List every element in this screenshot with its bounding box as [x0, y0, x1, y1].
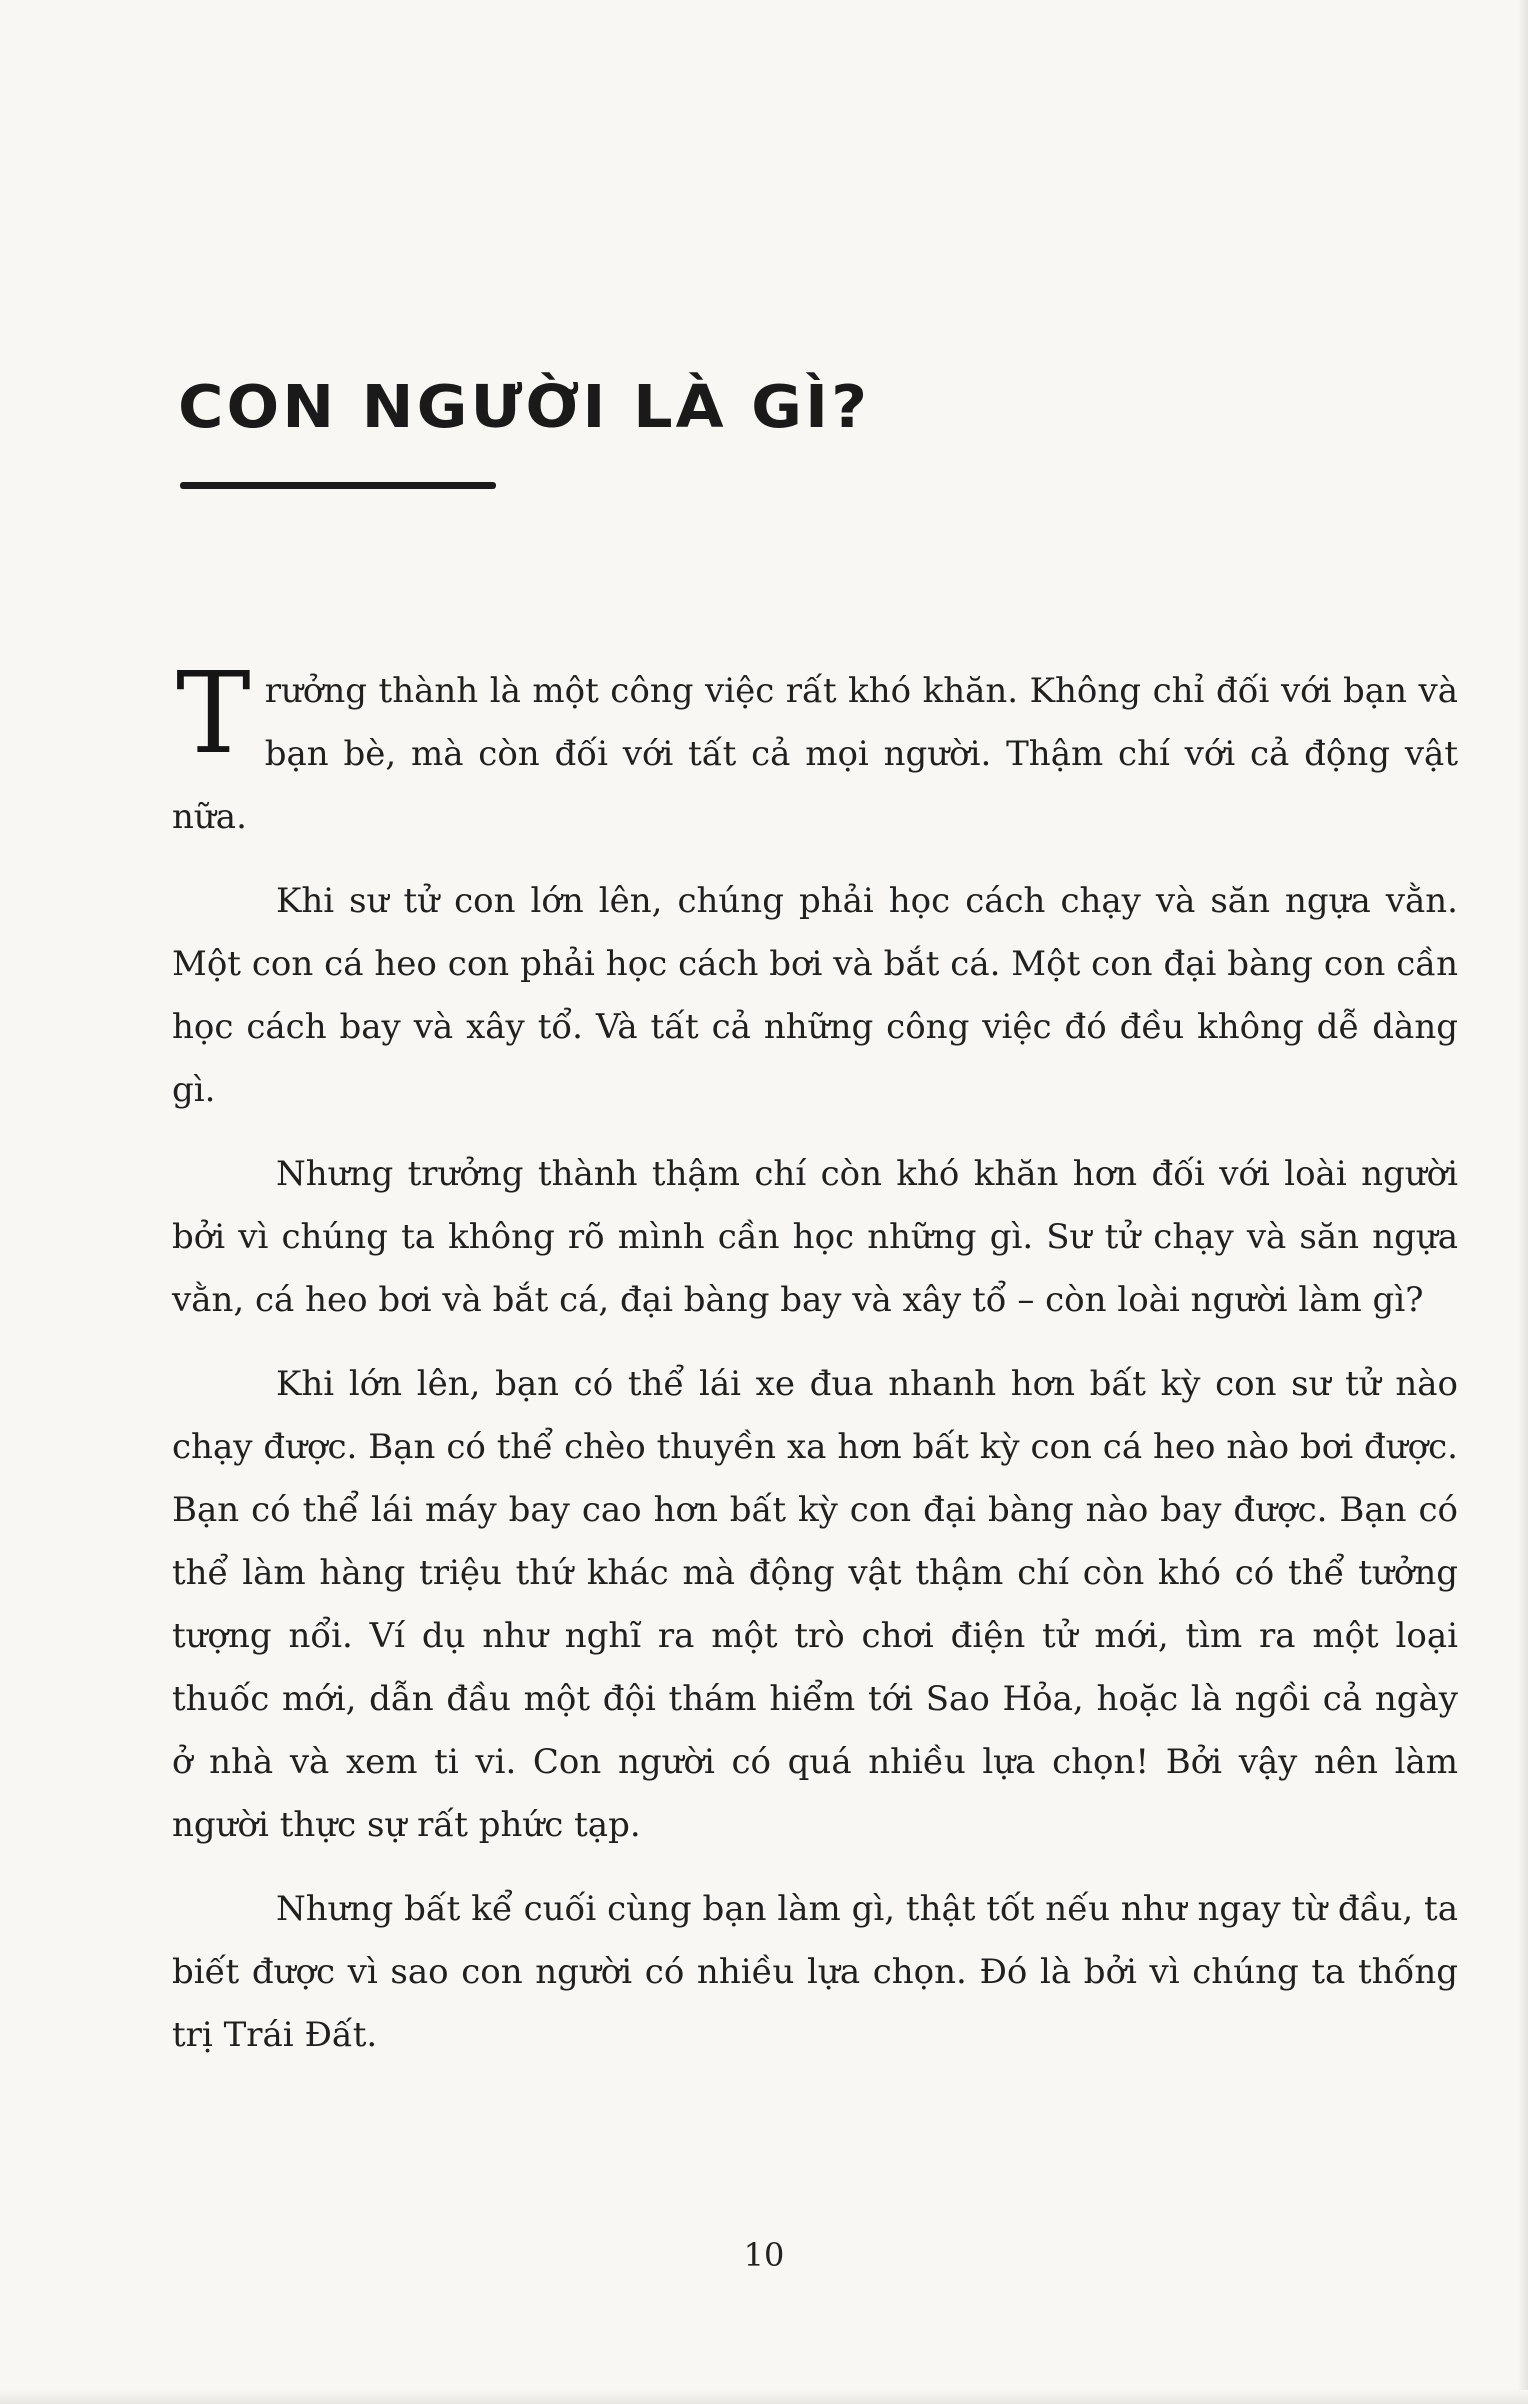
drop-cap: T [176, 649, 251, 779]
paragraph-2: Khi sư tử con lớn lên, chúng phải học cách chạy và săn ngựa vằn. Một con cá heo con phải học cách bơi và bắt cá. Một con đại bàng con cần học cách bay và xây tổ. Và tất cả những công việc đó đều không dễ dàng gì. [172, 881, 1458, 1110]
page-number: 10 [743, 2236, 785, 2274]
page-bottom-shadow [0, 2390, 1528, 2404]
paragraph-5: Nhưng bất kể cuối cùng bạn làm gì, thật tốt nếu như ngay từ đầu, ta biết được vì sao con người có nhiều lựa chọn. Đó là bởi vì chúng ta thống trị Trái Đất. [172, 1889, 1458, 2055]
paragraph-1 [172, 649, 1458, 849]
chapter-body [172, 649, 1458, 2088]
chapter-title: CON NGƯỜI LÀ GÌ? [178, 372, 871, 442]
paragraph-1-text: rưởng thành là một công việc rất khó khăn. Không chỉ đối với bạn và bạn bè, mà còn đối với tất cả mọi người. Thậm chí với cả động vật nữa. [172, 671, 1458, 837]
page-edge-shadow [1518, 0, 1528, 2404]
paragraph-3: Nhưng trưởng thành thậm chí còn khó khăn hơn đối với loài người bởi vì chúng ta không rõ mình cần học những gì. Sư tử chạy và săn ngựa vằn, cá heo bơi và bắt cá, đại bàng bay và xây tổ – còn loài người làm gì? [172, 1154, 1458, 1320]
paragraph-4: Khi lớn lên, bạn có thể lái xe đua nhanh hơn bất kỳ con sư tử nào chạy được. Bạn có thể chèo thuyền xa hơn bất kỳ con cá heo nào bơi được. Bạn có thể lái máy bay cao hơn bất kỳ con đại bàng nào bay được. Bạn có thể làm hàng triệu thứ khác mà động vật thậm chí còn khó có thể tưởng tượng nổi. Ví dụ như nghĩ ra một trò chơi điện tử mới, tìm ra một loại thuốc mới, dẫn đầu một đội thám hiểm tới Sao Hỏa, hoặc là ngồi cả ngày ở nhà và xem ti vi. Con người có quá nhiều lựa chọn! Bởi vậy nên làm người thực sự rất phức tạp. [172, 1364, 1458, 1845]
title-underline [180, 482, 496, 489]
